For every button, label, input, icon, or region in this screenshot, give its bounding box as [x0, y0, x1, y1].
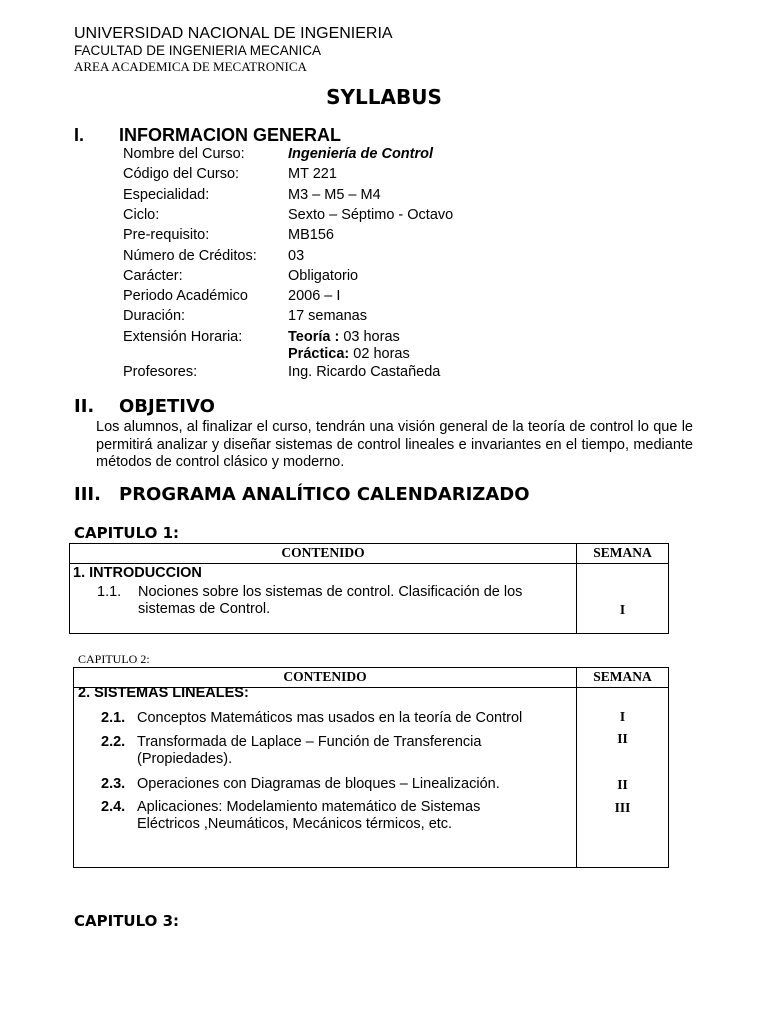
- theory-label: Teoría :: [288, 329, 340, 345]
- field-value: M3 – M5 – M4: [288, 187, 381, 203]
- field-label: Pre-requisito:: [123, 227, 210, 243]
- field-label: Duración:: [123, 308, 186, 324]
- item-text: Nociones sobre los sistemas de control. Clasificación de los sistemas de Control.: [138, 584, 523, 617]
- chapter-2-week-3: II: [617, 777, 628, 792]
- field-label: Código del Curso:: [123, 166, 240, 182]
- field-label: Número de Créditos:: [123, 248, 257, 264]
- theory-hours: [288, 329, 400, 345]
- professors-value: Ing. Ricardo Castañeda: [288, 364, 441, 380]
- section-2-title: OBJETIVO: [119, 396, 215, 417]
- item-text: Aplicaciones: Modelamiento matemático de Sistemas Eléctricos ,Neumáticos, Mecánicos térmicos, etc.: [137, 799, 481, 832]
- professors-label: Profesores:: [123, 364, 198, 380]
- chapter-2-week-2: II: [617, 731, 628, 746]
- field-label: Nombre del Curso:: [123, 146, 245, 162]
- section-3-number: III.: [74, 484, 101, 505]
- chapter-1-content-header: CONTENIDO: [70, 544, 577, 564]
- page-title: SYLLABUS: [326, 85, 442, 109]
- chapter-2-heading: 2. SISTEMAS LINEALES:: [78, 685, 249, 701]
- practice-value: 02 horas: [349, 346, 410, 362]
- chapter-1-week-1: I: [619, 602, 626, 617]
- practice-label: Práctica:: [288, 346, 350, 362]
- area-name: AREA ACADEMICA DE MECATRONICA: [74, 59, 307, 74]
- chapter-2-table: [73, 667, 669, 868]
- chapter-2-week-1: I: [619, 709, 626, 724]
- objective-text: Los alumnos, al finalizar el curso, tendrán una visión general de la teoría de control lo que le permitirá analizar y diseñar sistemas de control lineales e invariantes en el tiempo, mediante métodos de control clásico y moderno.: [96, 419, 693, 470]
- field-label: Periodo Académico: [123, 288, 248, 304]
- item-text: Transformada de Laplace – Función de Transferencia (Propiedades).: [137, 734, 482, 767]
- field-value: Ingeniería de Control: [288, 146, 434, 162]
- field-value: 2006 – I: [288, 288, 341, 304]
- chapter-1-heading: 1. INTRODUCCION: [73, 565, 202, 581]
- field-label: Carácter:: [123, 268, 183, 284]
- theory-value: 03 horas: [339, 329, 400, 345]
- field-label: Ciclo:: [123, 207, 160, 223]
- chapter-2-label: CAPITULO 2:: [78, 652, 150, 666]
- practice-hours: [288, 346, 410, 362]
- section-2-number: II.: [74, 396, 95, 417]
- item-number: 2.1.: [101, 710, 126, 726]
- chapter-2-content-header: CONTENIDO: [74, 668, 577, 688]
- field-value: Sexto – Séptimo - Octavo: [288, 207, 454, 223]
- item-number: 2.4.: [101, 799, 126, 815]
- hours-label: Extensión Horaria:: [123, 329, 243, 345]
- field-label: Especialidad:: [123, 187, 210, 203]
- faculty-name: FACULTAD DE INGENIERIA MECANICA: [74, 43, 322, 58]
- item-text: Operaciones con Diagramas de bloques – Linealización.: [137, 776, 500, 792]
- chapter-2-week-header: SEMANA: [577, 668, 669, 688]
- field-value: MT 221: [288, 166, 337, 182]
- item-number: 2.2.: [101, 734, 126, 750]
- item-number: 1.1.: [97, 584, 122, 600]
- university-name: UNIVERSIDAD NACIONAL DE INGENIERIA: [74, 25, 393, 42]
- field-value: MB156: [288, 227, 334, 243]
- chapter-1-table: [69, 543, 669, 634]
- field-value: 03: [288, 248, 305, 264]
- chapter-1-week-header: SEMANA: [577, 544, 669, 564]
- section-1-title: INFORMACION GENERAL: [119, 125, 341, 145]
- item-text: Conceptos Matemáticos mas usados en la teoría de Control: [137, 710, 523, 726]
- field-value: 17 semanas: [288, 308, 367, 324]
- field-value: Obligatorio: [288, 268, 359, 284]
- chapter-1-label: CAPITULO 1:: [74, 524, 180, 542]
- item-number: 2.3.: [101, 776, 126, 792]
- chapter-2-week-4: III: [614, 800, 631, 815]
- section-1-number: I.: [74, 125, 85, 145]
- section-3-title: PROGRAMA ANALÍTICO CALENDARIZADO: [119, 484, 530, 505]
- chapter-3-label: CAPITULO 3:: [74, 912, 180, 930]
